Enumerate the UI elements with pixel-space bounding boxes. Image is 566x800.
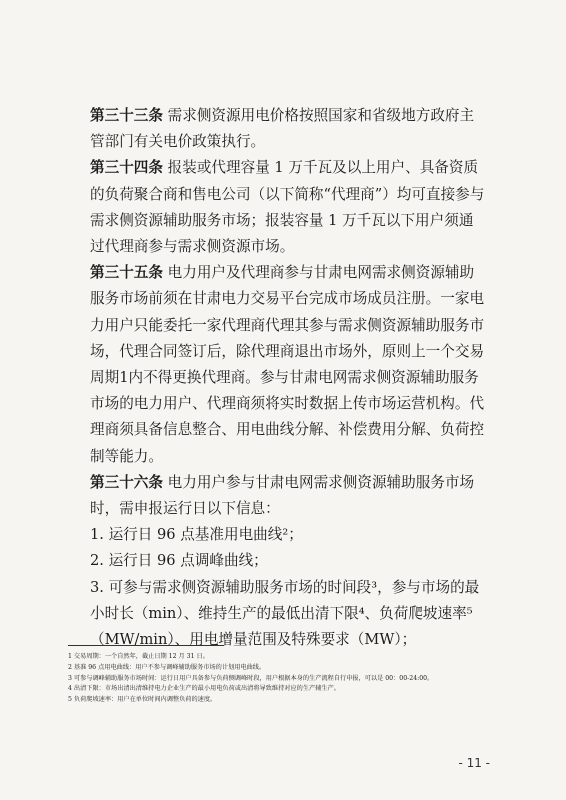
article-heading: 第三十三条 <box>90 107 163 124</box>
article-text: 电力用户参与甘肃电网需求侧资源辅助服务市场时，需申报运行日以下信息： <box>90 473 475 518</box>
footnotes <box>68 652 488 706</box>
article-text: 需求侧资源用电价格按照国家和省级地方政府主管部门有关电价政策执行。 <box>90 107 475 151</box>
list-item: 3. 可参与需求侧资源辅助服务市场的时间段³，参与市场的最小时长（min）、维持生产的最低出清下限⁴、负荷爬坡速率⁵（MW/min）、用电增量范围及特殊要求（MW）； <box>90 578 480 649</box>
list-item: 2. 运行日 96 点调峰曲线； <box>90 552 268 570</box>
article-35 <box>90 260 486 470</box>
article-33 <box>90 103 486 155</box>
article-heading: 第三十六条 <box>90 473 163 491</box>
footnote: 5 负荷爬坡速率：用户在单位时间内调整负荷的速度。 <box>68 696 217 704</box>
body-text <box>90 103 486 653</box>
page-number: - 11 - <box>458 756 490 770</box>
article-text: 报装或代理容量 1 万千瓦及以上用户、具备资质的负荷聚合商和售电公司（以下简称“代理商”）均可直接参与需求侧资源辅助服务市场；报装容量 1 万千瓦以下用户须通过代理商参与需求侧资源市场。 <box>90 159 485 256</box>
footnote-divider <box>68 645 224 646</box>
article-heading: 第三十五条 <box>90 264 163 282</box>
footnote: 3 可参与调峰辅助服务市场时间：运行日用户具备参与负荷侧调峰时段，用户根据本身的生产流程自行申报，可以是 00：00-24:00。 <box>68 674 434 682</box>
footnote: 2 基准 96 点用电曲线：用户不参与调峰辅助服务市场的计划用电曲线。 <box>68 663 266 671</box>
article-heading: 第三十四条 <box>90 159 163 177</box>
list-item: 1. 运行日 96 点基准用电曲线²； <box>90 526 303 544</box>
footnote: 4 出清下限：市场出清出清维持电力企业生产的最小用电负荷或出清将导致维持对应的生产辅生产。 <box>68 685 340 693</box>
footnote: 1 交易周期：一个自然年，截止日期 12 月 31 日。 <box>68 653 209 660</box>
article-34 <box>90 155 486 260</box>
article-36 <box>90 470 486 522</box>
article-text: 电力用户及代理商参与甘肃电网需求侧资源辅助服务市场前须在甘肃电力交易平台完成市场成员注册。一家电力用户只能委托一家代理商代理其参与需求侧资源辅助服务市场，代理合同签订后，除代理商退出市场外，原则上一个交易周期1内不得更换代理商。参与甘肃电网需求侧资源辅助服务市场的电力用户、代理商须将实时数据上传市场运营机构。代理商须具备信息整合、用电曲线分解、补偿费用分解、负荷控制等能力。 <box>90 264 485 465</box>
